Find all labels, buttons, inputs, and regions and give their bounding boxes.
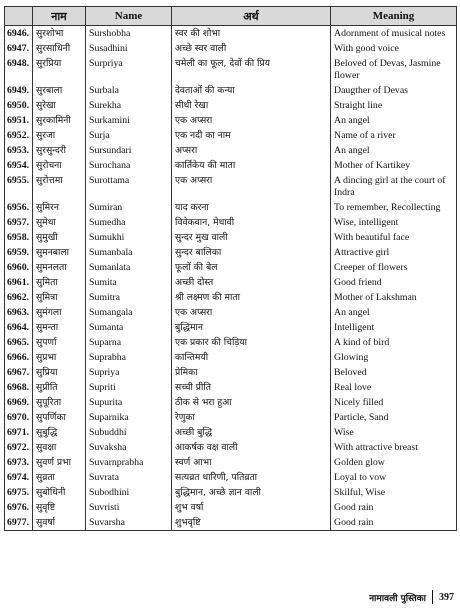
entry-meaning: Loyal to vow [331,470,457,485]
entry-hindi-meaning: बुद्धिमान, अच्छे ज्ञान वाली [172,485,331,500]
entry-name: Suvarnprabha [86,455,172,470]
entry-hindi-name: सुप्रीति [33,380,86,395]
entry-meaning: A kind of bird [331,335,457,350]
table-row [5,440,457,455]
entry-hindi-meaning: स्वर की शोभा [172,26,331,42]
entry-meaning: Wise [331,425,457,440]
entry-name: Sumukhi [86,230,172,245]
entry-hindi-meaning: अच्छे स्वर वाली [172,41,331,56]
entry-hindi-meaning: याद करना [172,200,331,215]
entry-hindi-name: सुमंगला [33,305,86,320]
table-row [5,26,457,42]
entry-name: Suvarsha [86,515,172,531]
entry-hindi-meaning: एक नदी का नाम [172,128,331,143]
entry-name: Susadhini [86,41,172,56]
entry-hindi-name: सुप्रभा [33,350,86,365]
table-row [5,305,457,320]
entry-meaning: An angel [331,143,457,158]
entry-meaning: Adornment of musical notes [331,26,457,42]
entry-name: Sumangala [86,305,172,320]
entry-hindi-name: सुमुखी [33,230,86,245]
entry-name: Supriya [86,365,172,380]
entry-hindi-meaning: सीधी रेखा [172,98,331,113]
entry-hindi-meaning: एक अप्सरा [172,173,331,200]
entry-meaning: Good rain [331,500,457,515]
entry-name: Sumita [86,275,172,290]
entry-number: 6961. [5,275,33,290]
entry-hindi-name: सुमिरन [33,200,86,215]
table-row [5,56,457,83]
entry-meaning: Attractive girl [331,245,457,260]
table-row [5,515,457,531]
table-row [5,410,457,425]
entry-name: Sumanbala [86,245,172,260]
entry-hindi-name: सुरोत्तमा [33,173,86,200]
entry-hindi-meaning: ठीक से भरा हुआ [172,395,331,410]
entry-meaning: With good voice [331,41,457,56]
entry-name: Surochana [86,158,172,173]
entry-hindi-name: सुरेखा [33,98,86,113]
entry-hindi-name: सुपूरिता [33,395,86,410]
entry-hindi-name: सुवर्षा [33,515,86,531]
entry-hindi-name: सुरजा [33,128,86,143]
entry-hindi-meaning: श्री लक्ष्मण की माता [172,290,331,305]
entry-name: Sumiran [86,200,172,215]
entry-number: 6964. [5,320,33,335]
entry-meaning: Mother of Kartikey [331,158,457,173]
entry-number: 6974. [5,470,33,485]
entry-meaning: Skilful, Wise [331,485,457,500]
entry-number: 6971. [5,425,33,440]
entry-hindi-name: सुरसुन्दरी [33,143,86,158]
table-row [5,128,457,143]
table-row [5,455,457,470]
header-hindi-meaning: अर्थ [172,7,331,26]
table-row [5,395,457,410]
entry-number: 6977. [5,515,33,531]
entry-number: 6963. [5,305,33,320]
entry-meaning: An angel [331,113,457,128]
entry-name: Suvrata [86,470,172,485]
table-row [5,335,457,350]
entry-hindi-meaning: बुद्धिमान [172,320,331,335]
entry-name: Suvaksha [86,440,172,455]
entry-number: 6972. [5,440,33,455]
entry-number: 6965. [5,335,33,350]
entry-number: 6956. [5,200,33,215]
entry-number: 6969. [5,395,33,410]
entry-name: Subuddhi [86,425,172,440]
entry-number: 6967. [5,365,33,380]
entry-hindi-name: सुरप्रिया [33,56,86,83]
entry-meaning: Wise, intelligent [331,215,457,230]
entry-hindi-meaning: देवताओं की कन्या [172,83,331,98]
entry-hindi-name: सुमेधा [33,215,86,230]
table-row [5,290,457,305]
entry-number: 6976. [5,500,33,515]
entry-number: 6946. [5,26,33,42]
entry-hindi-meaning: कार्तिकेय की माता [172,158,331,173]
table-row [5,425,457,440]
entry-hindi-meaning: सच्ची प्रीति [172,380,331,395]
entry-meaning: To remember, Recollecting [331,200,457,215]
entry-hindi-name: सुवक्षा [33,440,86,455]
footer-divider [432,590,433,604]
entry-name: Surkamini [86,113,172,128]
table-row [5,275,457,290]
entry-name: Surja [86,128,172,143]
header-row [5,7,457,26]
entry-meaning: Glowing [331,350,457,365]
header-hindi-name: नाम [33,7,86,26]
entry-hindi-name: सुरकामिनी [33,113,86,128]
header-number [5,7,33,26]
entry-hindi-name: सुरसाधिनी [33,41,86,56]
entry-hindi-name: सुव्रता [33,470,86,485]
entry-name: Surpriya [86,56,172,83]
entry-name: Sumedha [86,215,172,230]
entry-meaning: Nicely filled [331,395,457,410]
entry-name: Suparnika [86,410,172,425]
entry-meaning: Mother of Lakshman [331,290,457,305]
entry-hindi-meaning: सत्यव्रत धारिणी, पतिव्रता [172,470,331,485]
entry-meaning: Intelligent [331,320,457,335]
table-row [5,143,457,158]
entry-meaning: Name of a river [331,128,457,143]
table-row [5,215,457,230]
entry-hindi-name: सुवर्ण प्रभा [33,455,86,470]
table-row [5,41,457,56]
entry-meaning: Good rain [331,515,457,531]
table-row [5,350,457,365]
entry-number: 6947. [5,41,33,56]
table-row [5,83,457,98]
entry-hindi-meaning: सुन्दर मुख वाली [172,230,331,245]
entry-meaning: Straight line [331,98,457,113]
entry-hindi-meaning: शुभ वर्षा [172,500,331,515]
entry-number: 6951. [5,113,33,128]
entry-name: Subodhini [86,485,172,500]
entry-number: 6968. [5,380,33,395]
entry-hindi-name: सुबुद्धि [33,425,86,440]
entry-hindi-meaning: आकर्षक वक्ष वाली [172,440,331,455]
header-name: Name [86,7,172,26]
header-meaning: Meaning [331,7,457,26]
entry-meaning: Daugther of Devas [331,83,457,98]
entry-hindi-meaning: एक प्रकार की चिड़िया [172,335,331,350]
entry-name: Suvristi [86,500,172,515]
entry-name: Sursundari [86,143,172,158]
entry-name: Suparna [86,335,172,350]
entry-number: 6962. [5,290,33,305]
entry-hindi-name: सुरोचना [33,158,86,173]
entry-meaning: Creeper of flowers [331,260,457,275]
entry-hindi-meaning: अच्छी दोस्त [172,275,331,290]
book-title: नामावली पुस्तिका [369,593,426,604]
entry-hindi-meaning: रेणुका [172,410,331,425]
entry-hindi-meaning: कान्तिमयी [172,350,331,365]
entry-hindi-meaning: स्वर्ण आभा [172,455,331,470]
entry-hindi-meaning: अच्छी बुद्धि [172,425,331,440]
entry-meaning: With attractive breast [331,440,457,455]
entry-hindi-name: सुवृष्टि [33,500,86,515]
entry-hindi-meaning: एक अप्सरा [172,305,331,320]
entry-name: Sumanlata [86,260,172,275]
entry-name: Surbala [86,83,172,98]
table-header [5,7,457,26]
table-row [5,230,457,245]
entry-number: 6958. [5,230,33,245]
entry-name: Surekha [86,98,172,113]
entry-hindi-name: सुप्रिया [33,365,86,380]
entry-name: Supurita [86,395,172,410]
table-row [5,173,457,200]
entry-number: 6960. [5,260,33,275]
entry-hindi-name: सुपर्णा [33,335,86,350]
entry-name: Suprabha [86,350,172,365]
names-table [4,6,457,531]
table-row [5,320,457,335]
entry-name: Supriti [86,380,172,395]
table-row [5,380,457,395]
entry-hindi-meaning: विवेकवान, मेधावी [172,215,331,230]
table-row [5,113,457,128]
entry-number: 6949. [5,83,33,98]
table-row [5,158,457,173]
entry-number: 6954. [5,158,33,173]
entry-name: Surottama [86,173,172,200]
table-row [5,365,457,380]
entry-number: 6959. [5,245,33,260]
table-row [5,200,457,215]
entry-meaning: A dincing girl at the court of Indra [331,173,457,200]
entry-hindi-name: सुमन्ता [33,320,86,335]
page-footer [369,590,454,604]
entry-number: 6948. [5,56,33,83]
entry-hindi-meaning: चमेली का फूल, देवों की प्रिय [172,56,331,83]
entry-hindi-meaning: अप्सरा [172,143,331,158]
entry-meaning: With beautiful face [331,230,457,245]
entry-meaning: Beloved of Devas, Jasmine flower [331,56,457,83]
entry-hindi-meaning: सुन्दर बालिका [172,245,331,260]
table-row [5,500,457,515]
entry-meaning: An angel [331,305,457,320]
entry-hindi-meaning: शुभवृष्टि [172,515,331,531]
table-row [5,260,457,275]
entry-number: 6975. [5,485,33,500]
table-row [5,470,457,485]
table-row [5,245,457,260]
entry-number: 6953. [5,143,33,158]
entry-number: 6955. [5,173,33,200]
entry-number: 6973. [5,455,33,470]
entry-meaning: Golden glow [331,455,457,470]
entry-name: Surshobha [86,26,172,42]
entry-hindi-name: सुमनबाला [33,245,86,260]
entry-number: 6952. [5,128,33,143]
entry-hindi-name: सुरशोभा [33,26,86,42]
entry-name: Sumanta [86,320,172,335]
entry-hindi-name: सुरबाला [33,83,86,98]
entry-meaning: Beloved [331,365,457,380]
entry-meaning: Particle, Sand [331,410,457,425]
entry-hindi-name: सुमनलता [33,260,86,275]
entry-hindi-meaning: फूलों की बेल [172,260,331,275]
table-row [5,98,457,113]
entry-number: 6970. [5,410,33,425]
page-number: 397 [439,591,454,603]
entry-number: 6950. [5,98,33,113]
entry-hindi-name: सुमिता [33,275,86,290]
entry-number: 6957. [5,215,33,230]
table-row [5,485,457,500]
entry-name: Sumitra [86,290,172,305]
entry-meaning: Good friend [331,275,457,290]
entry-hindi-meaning: प्रेमिका [172,365,331,380]
entry-number: 6966. [5,350,33,365]
table-body [5,26,457,531]
entry-hindi-name: सुमित्रा [33,290,86,305]
entry-meaning: Real love [331,380,457,395]
entry-hindi-name: सुबोधिनी [33,485,86,500]
entry-hindi-meaning: एक अप्सरा [172,113,331,128]
entry-hindi-name: सुपर्णिका [33,410,86,425]
